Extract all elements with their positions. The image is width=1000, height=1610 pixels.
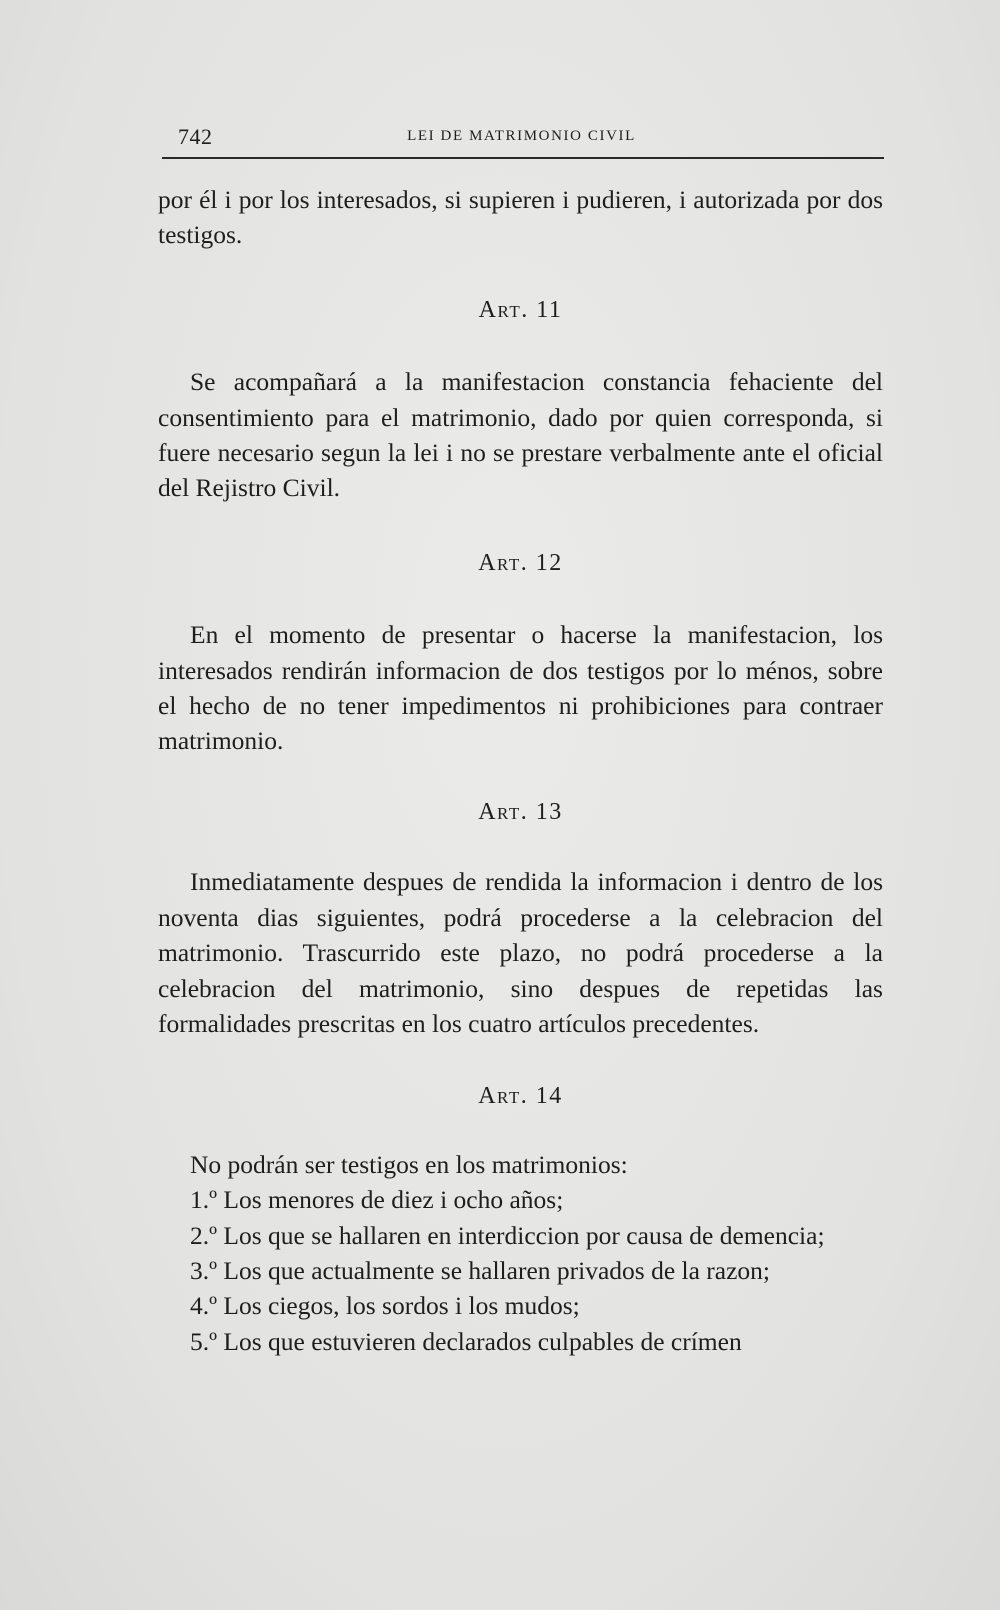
running-head: LEI DE MATRIMONIO CIVIL xyxy=(407,128,636,144)
header-rule xyxy=(162,157,884,159)
article-heading-14: Art. 14 xyxy=(478,1083,563,1110)
article-heading-13: Art. 13 xyxy=(478,798,563,825)
article-12-text: En el momento de presentar o hacerse la manifestacion, los interesados rendirán informacion de dos testigos por lo ménos, sobre el hecho de no tener impedimentos ni prohibiciones para contraer matrimonio. xyxy=(158,620,883,756)
article-13-text: Inmediatamente despues de rendida la informacion i dentro de los noventa dias siguientes, podrá procederse a la celebracion del matrimonio. Trascurrido este plazo, no podrá procederse a la celebracion del matrimonio, sino despues de repetidas las formalidades prescritas en los cuatro artículos precedentes. xyxy=(158,867,883,1038)
page-body xyxy=(158,182,883,1359)
list-item: 2.º Los que se hallaren en interdiccion por causa de demencia; xyxy=(190,1220,825,1250)
list-item: 4.º Los ciegos, los sordos i los mudos; xyxy=(190,1291,580,1321)
article-11-text: Se acompañará a la manifestacion constancia fehaciente del consentimiento para el matrimonio, dado por quien corresponda, si fuere necesario segun la lei i no se prestare verbalmente ante el oficial del Rejistro Civil. xyxy=(158,367,883,503)
list-item: 3.º Los que actualmente se hallaren privados de la razon; xyxy=(190,1255,771,1285)
list-item: 1.º Los menores de diez i ocho años; xyxy=(190,1185,564,1215)
list-item: 5.º Los que estuvieren declarados culpables de crímen xyxy=(190,1326,742,1356)
page-number: 742 xyxy=(178,124,213,149)
page-header xyxy=(160,124,883,154)
article-14-intro: No podrán ser testigos en los matrimonios: xyxy=(190,1149,628,1179)
paragraph-continuation: por él i por los interesados, si supieren i pudieren, i autorizada por dos testigos. xyxy=(158,185,883,250)
article-heading-12: Art. 12 xyxy=(478,549,563,576)
article-heading-11: Art. 11 xyxy=(478,296,563,323)
